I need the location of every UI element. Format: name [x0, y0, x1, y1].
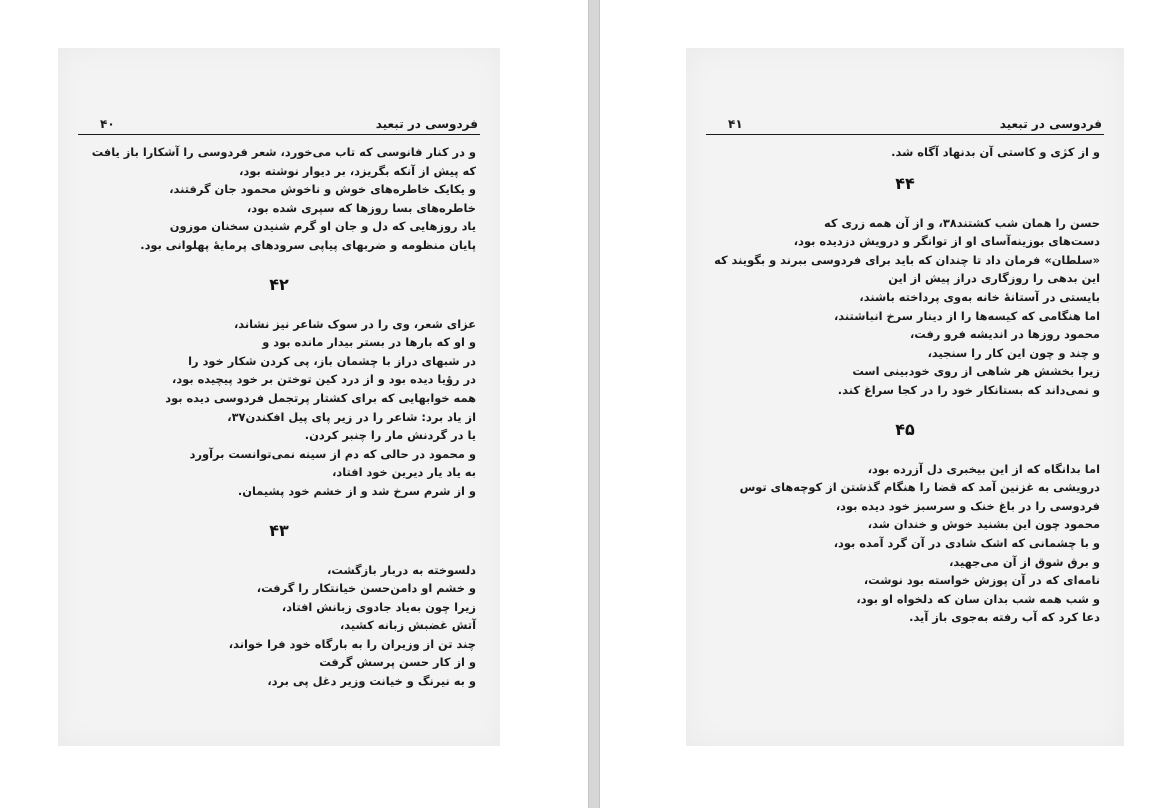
- right-running-head: [706, 116, 1104, 135]
- text-line: و به نیرنگ و خیانت وزیر دغل پی برد،: [267, 674, 476, 689]
- text-line: بایستی در آستانهٔ خانه به‌وی پرداخته باشند،: [859, 289, 1100, 304]
- text-line: که پیش از آنکه بگریزد، بر دیوار نوشته بود،: [239, 163, 476, 178]
- text-line: محمود روزها در اندیشه فرو رفت،: [909, 327, 1100, 342]
- left-running-head: [78, 116, 480, 135]
- text-line: «سلطان» فرمان داد تا چندان که باید برای فردوسی ببرند و بگویند که: [714, 252, 1100, 267]
- text-line: اما بدانگاه که از این بیخبری دل آزرده بود،: [867, 461, 1100, 476]
- text-line: نامه‌ای که در آن پوزش خواسته بود نوشت،: [863, 573, 1100, 588]
- text-line: و برق شوق از آن می‌جهید،: [949, 554, 1100, 569]
- text-line: و محمود در حالی که دم از سینه نمی‌توانست برآورد: [189, 446, 476, 461]
- text-line: درویشی به غزنین آمد که قضا را هنگام گذشتن از کوچه‌های توس: [739, 480, 1100, 495]
- right-block-3: [706, 460, 1104, 627]
- text-line: و در کنار فانوسی که تاب می‌خورد، شعر فردوسی را آشکارا باز یافت: [91, 145, 476, 159]
- text-line: دست‌های بوزینه‌آسای او از توانگر و درویش دزدیده بود،: [793, 234, 1100, 249]
- text-line: اما هنگامی که کیسه‌ها را از دینار سرخ انباشتند،: [833, 308, 1100, 323]
- section-number-44: ۴۴: [895, 173, 915, 193]
- left-page: [58, 48, 500, 746]
- text-line: عزای شعر، وی را در سوک شاعر نیز نشاند،: [233, 316, 476, 331]
- text-line: و شب همه شب بدان سان که دلخواه او بود،: [856, 591, 1100, 606]
- text-line: به یاد یار دیرین خود افتاد،: [332, 465, 476, 480]
- text-line: دلسوخته به دربار بازگشت،: [327, 562, 476, 577]
- right-block-2: [706, 214, 1104, 400]
- text-line: یاد روزهایی که دل و جان او گرم شنیدن سخنان موزون: [169, 219, 476, 234]
- text-line: حسن را همان شب کشتند۳۸، و از آن همه زری که: [824, 215, 1100, 230]
- right-block-1: [706, 143, 1104, 162]
- text-line: یا در گردنش مار را چنبر کردن.: [304, 428, 476, 443]
- text-line: زیرا بخشش هر شاهی از روی خودبینی است: [852, 364, 1100, 379]
- text-line: چند تن از وزیران را به بارگاه خود فرا خواند،: [228, 636, 476, 651]
- text-line: و یکایک خاطره‌های خوش و ناخوش محمود جان گرفتند،: [169, 182, 476, 197]
- text-line: از یاد برد: شاعر را در زیر پای پیل افکندن۳۷،: [227, 409, 476, 424]
- left-block-3: [78, 561, 480, 691]
- left-block-1: [78, 143, 480, 255]
- text-line: و از شرم سرخ شد و از خشم خود پشیمان.: [237, 483, 476, 498]
- text-line: و او که بارها در بستر بیدار مانده بود و: [262, 335, 476, 350]
- text-line: همه خوابهایی که برای کشتار پرتجمل فردوسی دیده بود: [165, 390, 476, 405]
- right-header-title: فردوسی در تبعید: [999, 117, 1102, 131]
- text-line: آتش غضبش زبانه کشید،: [339, 618, 476, 633]
- section-number-43: ۴۳: [269, 520, 289, 540]
- text-line: فردوسی را در باغ خنک و سرسبز خود دیده بود،: [835, 498, 1100, 513]
- page-split-bar[interactable]: [588, 0, 600, 808]
- section-number-45: ۴۵: [895, 419, 915, 439]
- text-line: و چند و چون این کار را سنجید،: [927, 345, 1100, 360]
- right-page-number: ۴۱: [728, 117, 743, 131]
- text-line: و نمی‌داند که بستانکار خود را در کجا سراغ کند.: [837, 382, 1100, 397]
- left-page-content: [78, 116, 480, 691]
- text-line: زیرا چون به‌یاد جادوی زبانش افتاد،: [281, 599, 476, 614]
- text-line: و از کژی و کاستی آن بدنهاد آگاه شد.: [891, 145, 1100, 159]
- text-line: و خشم او دامن‌حسن خیانتکار را گرفت،: [256, 581, 476, 596]
- section-number-42: ۴۲: [269, 274, 289, 294]
- text-line: دعا کرد که آب رفته به‌جوی باز آید.: [909, 610, 1100, 625]
- left-page-number: ۴۰: [100, 117, 115, 131]
- text-line: و از کار حسن پرسش گرفت: [319, 655, 476, 670]
- text-line: خاطره‌های بسا روزها که سپری شده بود،: [247, 200, 476, 215]
- text-line: این بدهی را روزگاری دراز پیش از این: [888, 271, 1100, 286]
- text-line: در رؤیا دیده بود و از درد کین توختن بر خود پیچیده بود،: [172, 372, 476, 387]
- text-line: در شبهای دراز با چشمان باز، پی کردن شکار خود را: [188, 353, 476, 368]
- right-page: [686, 48, 1124, 746]
- text-line: محمود چون این بشنید خوش و خندان شد،: [867, 517, 1100, 532]
- text-line: و با چشمانی که اشک شادی در آن گرد آمده بود،: [833, 535, 1100, 550]
- text-line: پایان منظومه و ضربهای پیاپی سرودهای پرمایهٔ پهلوانی بود.: [140, 237, 476, 252]
- left-block-2: [78, 315, 480, 501]
- right-page-content: [706, 116, 1104, 627]
- left-header-title: فردوسی در تبعید: [375, 117, 478, 131]
